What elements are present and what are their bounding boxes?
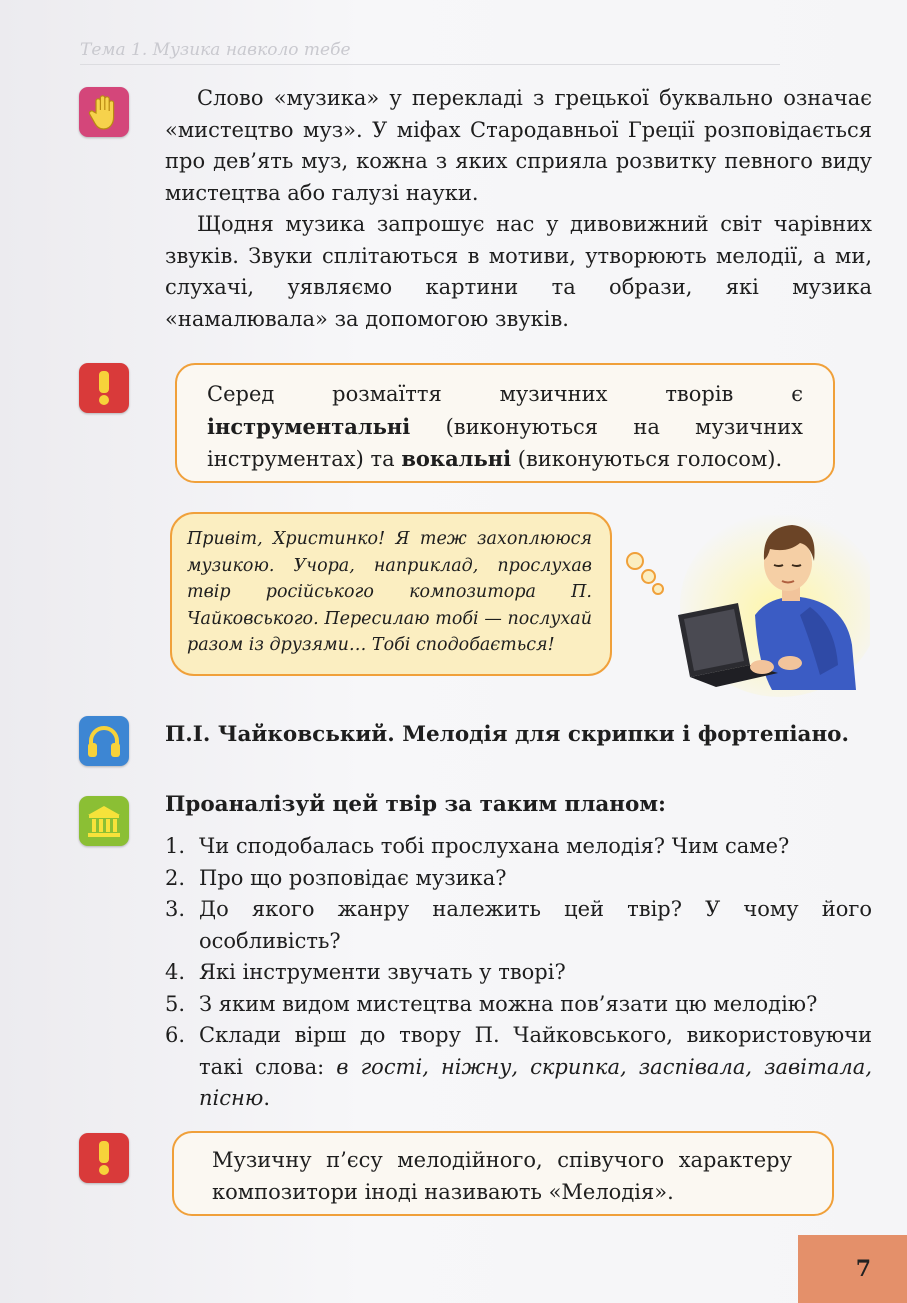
item-text: До якого жанру належить цей твір? У чому його особливість?: [199, 897, 872, 953]
speech-bubble: [170, 512, 612, 676]
note-2-text: Музичну п’єсу мелодійного, співучого характеру композитори іноді називають «Мелодія».: [212, 1148, 792, 1204]
bubble-tail-dot: [626, 552, 644, 570]
item-number: 1.: [165, 834, 186, 858]
running-head: Тема 1. Музика навколо тебе: [80, 40, 780, 65]
intro-paragraph-2: Щодня музика запрошує нас у дивовижний світ чарівних звуків. Звуки сплітаються в мотиви, утворюють мелодії, а ми, слухачі, уявляємо картини та образи, які музика «намалювала» за допомогою звуків.: [165, 212, 872, 331]
plan-title: Проаналізуй цей твір за таким планом:: [165, 792, 666, 817]
list-item: [165, 989, 872, 1021]
list-item: [165, 894, 872, 957]
museum-icon: [79, 796, 129, 846]
intro-paragraph-1: Слово «музика» у перекладі з грецької буквально означає «мистецтво муз». У міфах Стародавньої Греції розповідається про дев’ять муз, кожна з яких сприяла розвитку певного виду мистецтва або галузі науки.: [165, 86, 872, 205]
item-text: З яким видом мистецтва можна пов’язати цю мелодію?: [199, 991, 818, 1016]
item-text-main: Склади вірш до твору П. Чайковського, використовуючи такі слова:: [199, 1023, 872, 1079]
item-number: 3.: [165, 897, 186, 921]
item-text: [199, 1020, 872, 1115]
list-item: [165, 1020, 872, 1115]
speech-text: Привіт, Христинко! Я теж захоплююся музикою. Учора, наприклад, прослухав твір російського композитора П. Чайковського. Пересилаю тобі — послухай разом із друзями… Тобі сподобається!: [187, 529, 592, 656]
boy-with-laptop-illustration: [660, 515, 870, 700]
item-number: 6.: [165, 1023, 186, 1047]
list-item: [165, 863, 872, 895]
item-text: Які інструменти звучать у творі?: [199, 960, 566, 984]
intro-text: [165, 83, 872, 335]
exclamation-icon: [79, 1133, 129, 1183]
exclamation-icon: [79, 363, 129, 413]
analysis-plan-list: [165, 831, 872, 1115]
item-number: 4.: [165, 960, 186, 984]
item-number: 2.: [165, 865, 186, 890]
term-vocal: вокальні: [401, 446, 512, 471]
bubble-tail-dot: [641, 569, 656, 584]
item-text: Чи сподобалась тобі прослухана мелодія? Чим саме?: [199, 834, 790, 858]
page-number-text: 7: [855, 1256, 871, 1282]
list-item: [165, 957, 872, 989]
note-melody-definition: [172, 1131, 834, 1216]
item-words-italic: в гості, ніжну, скрипка, заспівала, завітала, пісню: [199, 1054, 872, 1110]
stop-hand-icon: [79, 87, 129, 137]
note-1-part-1: Серед розмаїття музичних творів є: [207, 382, 803, 406]
note-instrumental-vocal: [175, 363, 835, 483]
item-text: Про що розповідає музика?: [199, 865, 507, 890]
listening-title: П.І. Чайковський. Мелодія для скрипки і фортепіано.: [165, 722, 850, 747]
term-instrumental: інструментальні: [207, 413, 411, 439]
item-number: 5.: [165, 991, 186, 1016]
page-number: [798, 1235, 907, 1303]
item-text-end: .: [263, 1086, 271, 1110]
note-1-part-3: (виконуються голосом).: [511, 447, 783, 471]
headphones-icon: [79, 716, 129, 766]
list-item: [165, 831, 872, 863]
note-1-part-2: (виконуються на музичних інструментах) та: [207, 414, 803, 471]
